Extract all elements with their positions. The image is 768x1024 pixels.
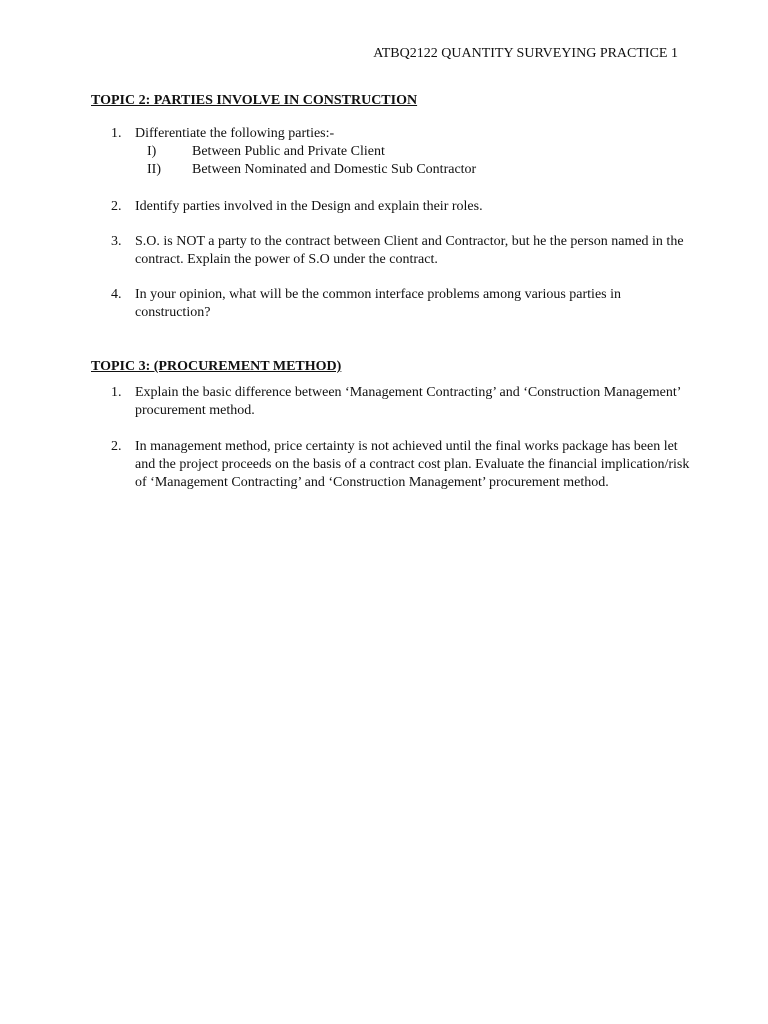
- question-text: S.O. is NOT a party to the contract between Client and Contractor, but he the person named in the contract. Explain the power of S.O under the contract.: [135, 234, 684, 267]
- question-text: Explain the basic difference between ‘Management Contracting’ and ‘Construction Management’ procurement method.: [135, 385, 681, 418]
- topic-3-question-2: [91, 438, 691, 492]
- topic-2-question-2: [91, 198, 691, 216]
- topic-2-question-1-subitem-2: [91, 161, 691, 179]
- question-number: 1.: [111, 385, 122, 400]
- topic-3-section: [91, 358, 691, 492]
- topic-3-question-1: [91, 384, 691, 420]
- question-text: In your opinion, what will be the common interface problems among various parties in construction?: [135, 287, 621, 320]
- topic-2-section: [91, 92, 691, 322]
- subitem-number: II): [147, 162, 161, 177]
- question-text: In management method, price certainty is not achieved until the final works package has been let and the project proceeds on the basis of a contract cost plan. Evaluate the financial implication/risk of ‘Management Contracting’ and ‘Construction Management’ procurement method.: [135, 439, 690, 490]
- topic-2-question-3: [91, 233, 691, 269]
- topic-2-title: TOPIC 2: PARTIES INVOLVE IN CONSTRUCTION: [91, 93, 418, 108]
- subitem-text: Between Nominated and Domestic Sub Contractor: [192, 162, 477, 177]
- question-number: 2.: [111, 439, 122, 454]
- topic-2-question-4: [91, 286, 691, 322]
- question-number: 3.: [111, 234, 122, 249]
- question-text: Identify parties involved in the Design and explain their roles.: [135, 199, 483, 214]
- question-number: 4.: [111, 287, 122, 302]
- page-header-course: ATBQ2122 QUANTITY SURVEYING PRACTICE 1: [373, 46, 678, 61]
- question-number: 1.: [111, 126, 122, 141]
- question-number: 2.: [111, 199, 122, 214]
- subitem-number: I): [147, 144, 157, 159]
- topic-2-question-1: [91, 125, 691, 143]
- topic-3-title: TOPIC 3: (PROCUREMENT METHOD): [91, 359, 342, 374]
- subitem-text: Between Public and Private Client: [192, 144, 385, 159]
- topic-2-question-1-subitem-1: [91, 143, 691, 161]
- question-text: Differentiate the following parties:-: [135, 126, 335, 141]
